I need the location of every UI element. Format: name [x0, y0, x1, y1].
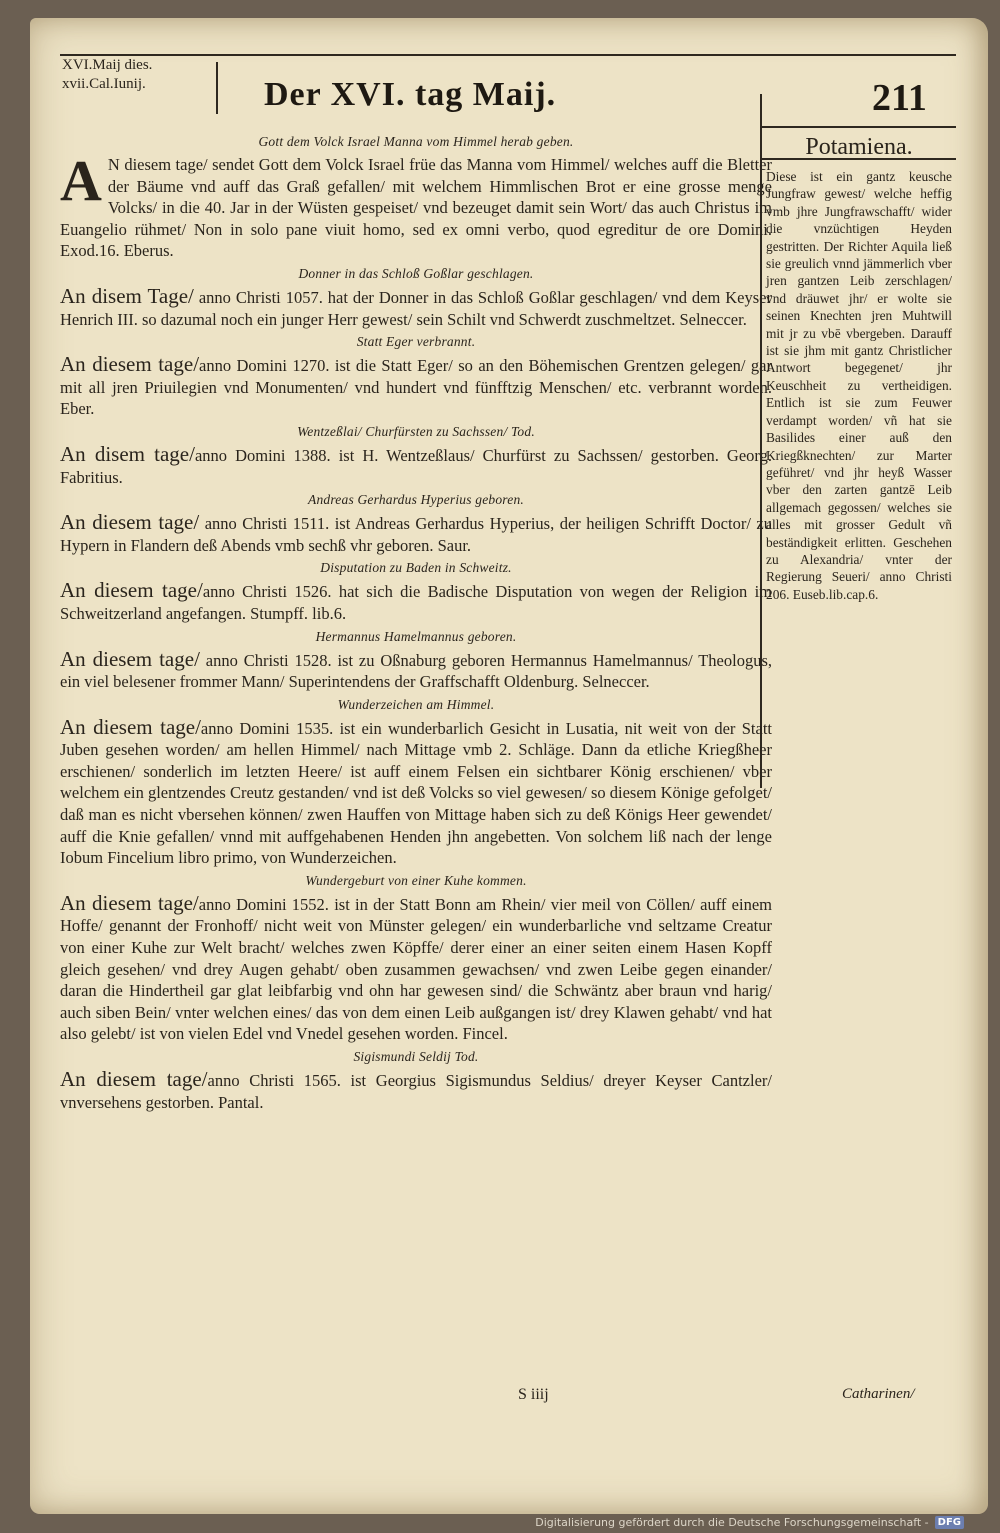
entry-title: Gott dem Volck Israel Manna vom Himmel herab geben.	[258, 134, 574, 149]
entry-lead: An diesem tage/	[60, 714, 201, 739]
credit-text: Digitalisierung gefördert durch die Deutsche Forschungsgemeinschaft -	[535, 1516, 929, 1529]
header-divider	[216, 62, 218, 114]
entry-body	[60, 580, 772, 624]
entry-body	[60, 1069, 772, 1113]
main-column	[60, 130, 772, 1113]
entry-body	[60, 890, 772, 1045]
header-top-rule	[60, 54, 956, 56]
entry-lead: An disem tage/	[60, 441, 195, 466]
entry-body	[60, 283, 772, 330]
page-title: Der XVI. tag Maij.	[264, 76, 557, 113]
entry	[60, 558, 772, 624]
entry-lead: An diesem tage/	[60, 510, 200, 535]
sidebar-title-rule	[760, 126, 956, 128]
entry-text: anno Domini 1535. ist ein wunderbarlich Gesicht in Lusatia, nit weit von der Statt Juben gesehen worden/ am hellen Himmel/ nach Mittage vmb 2. Schläge. Dann da etliche Kriegßheer erschienen/ sonderlich im letzten Heere/ ist auff einem Felsen ein sichtbarer König erschienen/ vber welchem ein glentzendes Creutz gestanden/ vnd ist deß Volcks so viel gewesen/ so diesem Könige gefolget/ daß man es nicht vbersehen können/ zwen Hauffen von Mittage haben sich zu deß Königs Heer gewendet/ auff die Knie gefallen/ vnnd mit auffgehabenen Henden jhn angebetten. Von solchem liß nach der lenge Iobum Fincelium libro primo, von Wunderzeichen.	[60, 718, 772, 868]
book-page	[30, 18, 988, 1514]
entry-title: Wundergeburt von einer Kuhe kommen.	[305, 872, 527, 888]
entry	[60, 871, 772, 1045]
entry-title: Donner in das Schloß Goßlar geschlagen.	[298, 265, 534, 281]
entry-body	[60, 148, 772, 262]
entry	[60, 422, 772, 488]
entry-lead: An diesem tage/	[60, 1067, 208, 1091]
entry-lead: An diesem tage/	[60, 578, 203, 603]
entry-body	[60, 512, 772, 556]
entry-text: anno Christi 1057. hat der Donner in das Schloß Goßlar geschlagen/ vnd dem Keyser Henrich III. so dazumal noch ein junger Herr gewest/ sein Schilt vnd Schwerdt zuschmeltzet. Selneccer.	[60, 287, 772, 329]
sidebar-column	[764, 130, 954, 603]
entry-body	[60, 646, 772, 693]
entry-text: anno Christi 1565. ist Georgius Sigismundus Seldius/ dreyer Keyser Cantzler/ vnversehens gestorben. Pantal.	[60, 1071, 772, 1112]
signature-mark: S iiij	[518, 1386, 549, 1403]
entry-lead: An diesem tage/	[60, 352, 200, 377]
entry	[60, 1047, 772, 1113]
entry-title: Statt Eger verbrannt.	[356, 334, 476, 350]
digitization-credit	[535, 1516, 964, 1529]
entry-title: Sigismundi Seldij Tod.	[353, 1049, 479, 1064]
entry-body	[60, 441, 772, 488]
entry-text: anno Domini 1270. ist die Statt Eger/ so an den Böhemischen Grentzen gelegen/ gar mit all jren Priuilegien vnd Monumenten/ vnd hundert vnd fünfftzig Menschen/ etc. verbrannt worden. Eber.	[60, 356, 772, 419]
entry-title: Hermannus Hamelmannus geboren.	[315, 628, 517, 644]
entry	[60, 332, 772, 420]
header-date-line-2: xvii.Cal.Iunij.	[62, 76, 146, 92]
entry-lead: An diesem tage/	[60, 646, 200, 671]
entry-title: Wentzeßlai/ Churfürsten zu Sachssen/ Tod.	[297, 423, 535, 439]
drop-cap: A	[60, 148, 102, 213]
entry-text: anno Domini 1552. ist in der Statt Bonn am Rhein/ vier meil von Cöllen/ auff einem Hoffe/ genannt der Fronhoff/ nicht weit von Münster gelegen/ ein wunderbarliche vnd seltzame Creatur von einer Kuhe zur Welt bracht/ welches zwen Köpffe/ derer einer an einer seiten einem Hasen Kopff gleich gesehen/ vnd drey Augen gehabt/ oben zusammen gewachsen/ vnd zwen Leibe gegen einander/ daran die Hindertheil gar glat leibfarbig vnd ohn har gewesen sind/ die Schwäntz aber braun vnd harig/ auch siben Bein/ vnter welchen eines/ das von dem einen Leib außgangen ist/ drey Klawen gehabt/ vnd hat also gelebt/ ist von vielen Edel vnd Vnedel gesehen worden. Fincel.	[60, 894, 772, 1044]
entry-body	[60, 354, 772, 420]
sidebar-title: Potamiena.	[805, 134, 913, 160]
entry-text: anno Christi 1526. hat sich die Badische Disputation von wegen der Religion im Schweitzerland angefangen. Stumpff. lib.6.	[60, 582, 772, 623]
entry	[60, 490, 772, 556]
entry	[60, 132, 772, 262]
entry-lead: An diesem tage/	[60, 890, 199, 915]
entry-text: N diesem tage/ sendet Gott dem Volck Israel früe das Manna vom Himmel/ welches auff die Bletter der Bäume vnd auff das Graß gefallen/ mit welchem Himmlischen Brot er eine grosse menge Volcks/ in die 40. Jar in der Wüsten gespeiset/ vnd bezeuget damit sein Wort/ das auch Christus im Euangelio rühmet/ Non in solo pane viuit homo, sed ex omni verbo, quod egreditur de ore Domini. Exod.16. Eberus.	[60, 155, 772, 261]
entry	[60, 695, 772, 869]
dfg-logo: DFG	[935, 1516, 964, 1529]
header-date-line-1: XVI.Maij dies.	[62, 57, 153, 73]
catchword: Catharinen/	[842, 1386, 915, 1402]
entry	[60, 264, 772, 330]
entry-title: Andreas Gerhardus Hyperius geboren.	[308, 492, 524, 508]
entry-text: anno Domini 1388. ist H. Wentzeßlaus/ Churfürst zu Sachssen/ gestorben. Georg. Fabritius.	[60, 445, 772, 487]
entry-title: Disputation zu Baden in Schweitz.	[320, 560, 512, 576]
entry-text: anno Christi 1511. ist Andreas Gerhardus Hyperius, der heiligen Schrifft Doctor/ zu Hypern in Flandern deß Abends vmb sechß vhr geboren. Saur.	[60, 514, 772, 555]
header-date-block	[62, 56, 212, 94]
entry-title: Wunderzeichen am Himmel.	[337, 696, 495, 712]
entry-lead: An disem Tage/	[60, 283, 194, 308]
entry-text: anno Christi 1528. ist zu Oßnaburg geboren Hermannus Hamelmannus/ Theologus, ein viel belesener frommer Mann/ Superintendens der Graffschafft Oldenburg. Selneccer.	[60, 650, 772, 692]
entry-body	[60, 714, 772, 869]
entry	[60, 627, 772, 693]
page-number: 211	[872, 77, 927, 119]
sidebar-body: Diese ist ein gantz keusche Jungfraw gewest/ welche heffig vmb jhre Jungfrawschafft/ wider die vnzüchtigen Heyden gestritten. Der Richter Aquila ließ sie greulich vnnd jämmerlich vber jren gantzen Leib zerschlagen/ vnd dräuwet jhr/ er wolte sie seinen Knechten jren Muhtwill mit jr zu vbē vbergeben. Darauff ist sie jhm mit gantz Christlicher Antwort begegenet/ jhr Keuschheit zu vertheidigen. Entlich ist sie zum Feuwer verdampt worden/ vñ hat sie Basilides einer auß den Kriegßknechten/ zur Marter geführet/ vnd jhr heyß Wasser vber den zarten gantzē Leib allgemach gegossen/ welches sie alles mit grosser Gedult vñ beständigkeit erlitten. Geschehen zu Alexandria/ vnter der Regierung Seueri/ anno Christi 206. Euseb.lib.cap.6.	[766, 169, 952, 602]
